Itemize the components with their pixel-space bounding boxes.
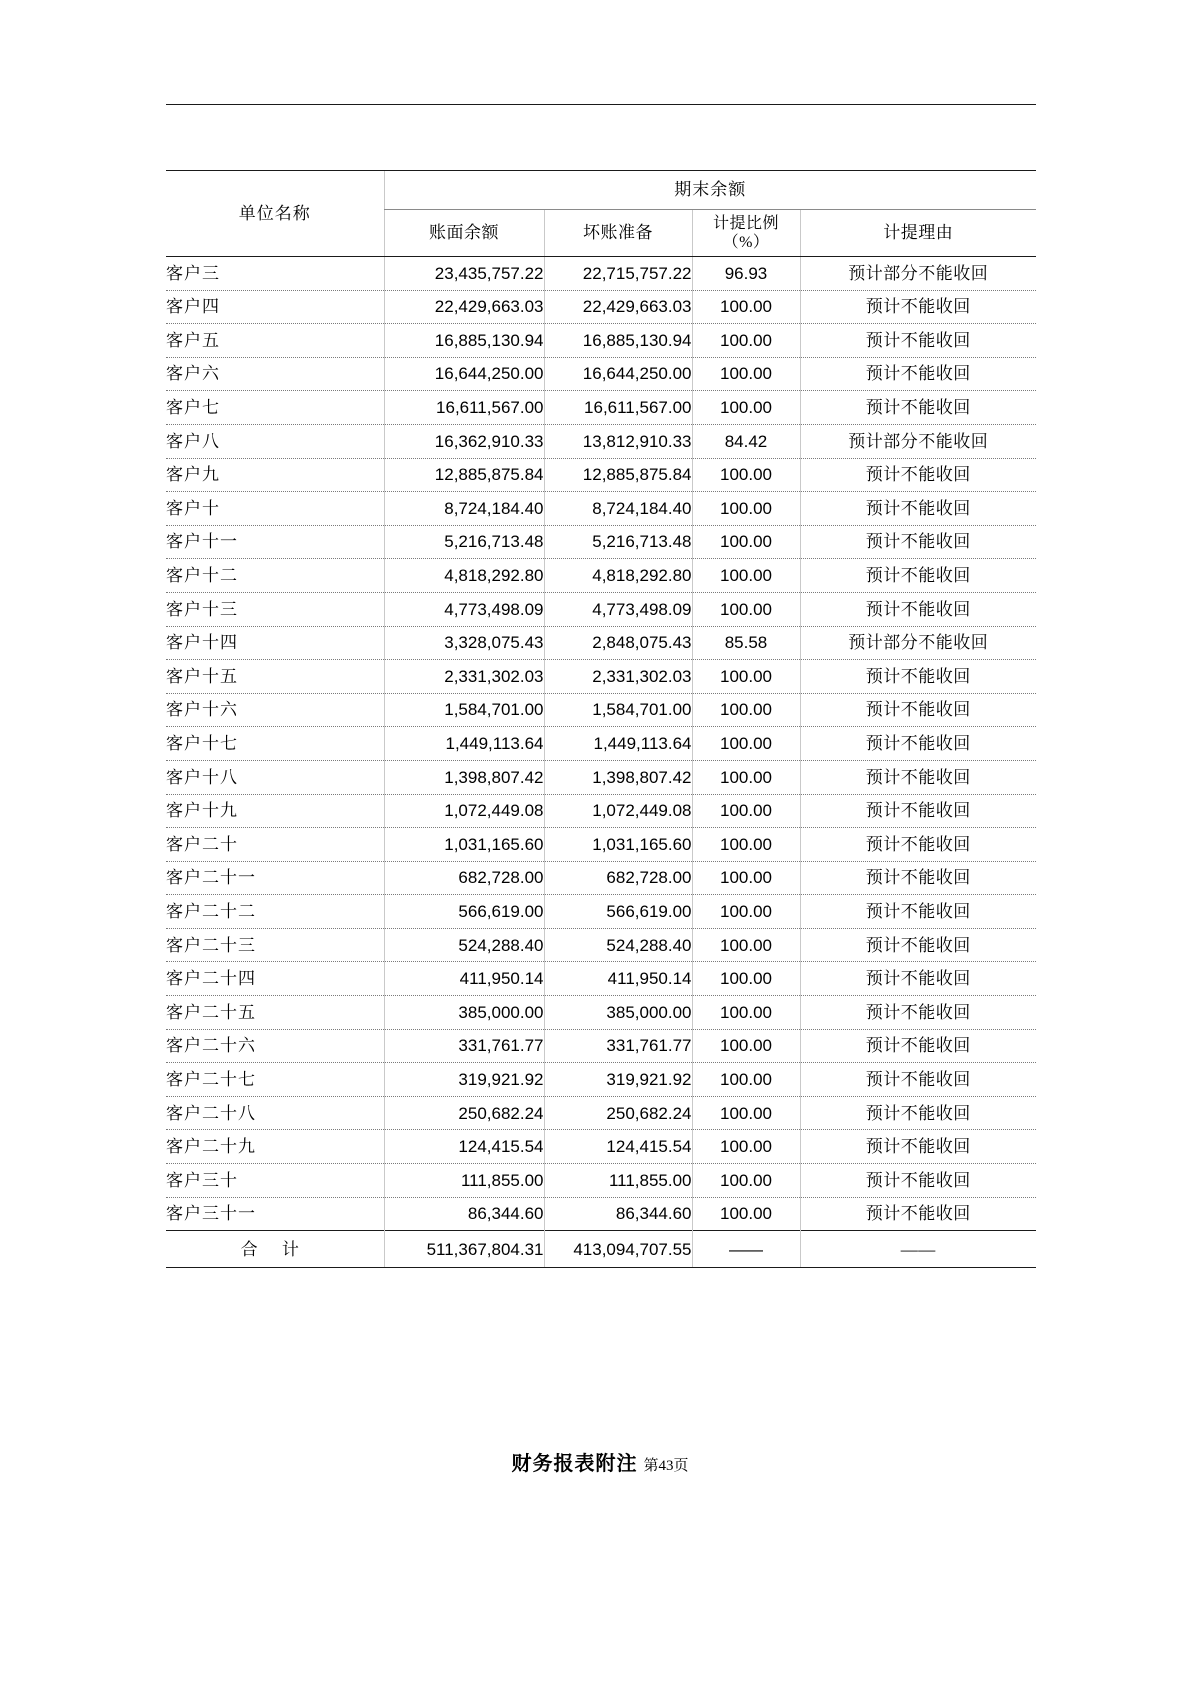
cell-provision-ratio: 100.00 (692, 492, 800, 526)
cell-total-provision-reason: —— (800, 1231, 1036, 1268)
cell-bad-debt-provision: 8,724,184.40 (544, 492, 692, 526)
cell-provision-reason: 预计不能收回 (800, 928, 1036, 962)
cell-book-balance: 111,855.00 (384, 1164, 544, 1198)
cell-bad-debt-provision: 16,611,567.00 (544, 391, 692, 425)
cell-provision-ratio: 85.58 (692, 626, 800, 660)
table-row (166, 928, 1036, 962)
cell-unit-name: 客户二十六 (166, 1029, 384, 1063)
cell-book-balance: 524,288.40 (384, 928, 544, 962)
cell-bad-debt-provision: 2,848,075.43 (544, 626, 692, 660)
cell-unit-name: 客户十 (166, 492, 384, 526)
cell-provision-ratio: 100.00 (692, 861, 800, 895)
cell-total-book-balance: 511,367,804.31 (384, 1231, 544, 1268)
cell-total-provision-ratio: —— (692, 1231, 800, 1268)
cell-unit-name: 客户十八 (166, 760, 384, 794)
cell-book-balance: 411,950.14 (384, 962, 544, 996)
cell-total-label: 合 计 (166, 1231, 384, 1268)
cell-bad-debt-provision: 111,855.00 (544, 1164, 692, 1198)
cell-provision-reason: 预计部分不能收回 (800, 626, 1036, 660)
table-row (166, 693, 1036, 727)
cell-provision-reason: 预计不能收回 (800, 492, 1036, 526)
cell-book-balance: 12,885,875.84 (384, 458, 544, 492)
table-row (166, 1029, 1036, 1063)
cell-provision-reason: 预计不能收回 (800, 996, 1036, 1030)
cell-book-balance: 3,328,075.43 (384, 626, 544, 660)
cell-bad-debt-provision: 16,885,130.94 (544, 324, 692, 358)
cell-book-balance: 1,031,165.60 (384, 828, 544, 862)
cell-provision-reason: 预计不能收回 (800, 1096, 1036, 1130)
cell-unit-name: 客户三十 (166, 1164, 384, 1198)
cell-provision-reason: 预计不能收回 (800, 895, 1036, 929)
cell-provision-reason: 预计不能收回 (800, 592, 1036, 626)
cell-provision-reason: 预计不能收回 (800, 962, 1036, 996)
page-footer (0, 1447, 1200, 1476)
cell-provision-ratio: 100.00 (692, 1063, 800, 1097)
header-rule (166, 104, 1036, 105)
cell-book-balance: 124,415.54 (384, 1130, 544, 1164)
cell-bad-debt-provision: 12,885,875.84 (544, 458, 692, 492)
cell-provision-ratio: 100.00 (692, 828, 800, 862)
footer-title: 财务报表附注 (511, 1453, 638, 1475)
cell-bad-debt-provision: 22,429,663.03 (544, 290, 692, 324)
table-body (166, 257, 1036, 1268)
table-row (166, 861, 1036, 895)
table-row (166, 727, 1036, 761)
cell-provision-reason: 预计不能收回 (800, 1130, 1036, 1164)
cell-provision-reason: 预计不能收回 (800, 559, 1036, 593)
cell-unit-name: 客户十一 (166, 525, 384, 559)
cell-provision-ratio: 100.00 (692, 324, 800, 358)
cell-provision-reason: 预计不能收回 (800, 525, 1036, 559)
col-header-unit-name: 单位名称 (166, 171, 384, 257)
cell-bad-debt-provision: 22,715,757.22 (544, 257, 692, 291)
cell-unit-name: 客户二十三 (166, 928, 384, 962)
cell-book-balance: 16,885,130.94 (384, 324, 544, 358)
col-header-provision-reason: 计提理由 (800, 210, 1036, 257)
cell-book-balance: 250,682.24 (384, 1096, 544, 1130)
cell-unit-name: 客户十五 (166, 660, 384, 694)
cell-unit-name: 客户二十七 (166, 1063, 384, 1097)
cell-book-balance: 8,724,184.40 (384, 492, 544, 526)
table-row (166, 1096, 1036, 1130)
table-head-row-1 (166, 171, 1036, 210)
cell-provision-reason: 预计不能收回 (800, 660, 1036, 694)
cell-book-balance: 22,429,663.03 (384, 290, 544, 324)
table-row (166, 1130, 1036, 1164)
table-row (166, 257, 1036, 291)
table-row (166, 895, 1036, 929)
table-row (166, 794, 1036, 828)
cell-provision-reason: 预计部分不能收回 (800, 424, 1036, 458)
cell-unit-name: 客户五 (166, 324, 384, 358)
cell-unit-name: 客户十四 (166, 626, 384, 660)
cell-book-balance: 16,611,567.00 (384, 391, 544, 425)
cell-provision-ratio: 100.00 (692, 357, 800, 391)
cell-book-balance: 2,331,302.03 (384, 660, 544, 694)
cell-provision-reason: 预计不能收回 (800, 828, 1036, 862)
cell-unit-name: 客户三 (166, 257, 384, 291)
cell-provision-reason: 预计不能收回 (800, 794, 1036, 828)
table-row (166, 828, 1036, 862)
cell-unit-name: 客户二十一 (166, 861, 384, 895)
cell-provision-ratio: 100.00 (692, 1130, 800, 1164)
cell-bad-debt-provision: 124,415.54 (544, 1130, 692, 1164)
cell-provision-ratio: 100.00 (692, 1029, 800, 1063)
table-row (166, 996, 1036, 1030)
table-row (166, 458, 1036, 492)
cell-book-balance: 385,000.00 (384, 996, 544, 1030)
cell-provision-ratio: 100.00 (692, 1164, 800, 1198)
col-header-provision-ratio (692, 210, 800, 257)
cell-unit-name: 客户十六 (166, 693, 384, 727)
cell-provision-reason: 预计不能收回 (800, 693, 1036, 727)
cell-provision-ratio: 100.00 (692, 1096, 800, 1130)
cell-bad-debt-provision: 524,288.40 (544, 928, 692, 962)
cell-bad-debt-provision: 682,728.00 (544, 861, 692, 895)
table-row (166, 760, 1036, 794)
cell-bad-debt-provision: 250,682.24 (544, 1096, 692, 1130)
cell-provision-ratio: 100.00 (692, 895, 800, 929)
cell-bad-debt-provision: 86,344.60 (544, 1197, 692, 1231)
cell-bad-debt-provision: 566,619.00 (544, 895, 692, 929)
cell-unit-name: 客户十九 (166, 794, 384, 828)
cell-provision-ratio: 100.00 (692, 290, 800, 324)
cell-unit-name: 客户二十八 (166, 1096, 384, 1130)
cell-unit-name: 客户七 (166, 391, 384, 425)
table-row (166, 1164, 1036, 1198)
cell-book-balance: 319,921.92 (384, 1063, 544, 1097)
cell-provision-reason: 预计部分不能收回 (800, 257, 1036, 291)
cell-bad-debt-provision: 319,921.92 (544, 1063, 692, 1097)
col-header-period-group: 期末余额 (384, 171, 1036, 210)
col-header-book-balance: 账面余额 (384, 210, 544, 257)
cell-unit-name: 客户十三 (166, 592, 384, 626)
cell-provision-ratio: 100.00 (692, 660, 800, 694)
cell-provision-ratio: 100.00 (692, 559, 800, 593)
receivables-table (166, 170, 1036, 1268)
table-row (166, 525, 1036, 559)
cell-provision-ratio: 100.00 (692, 962, 800, 996)
col-header-provision-ratio-line2: （%） (722, 234, 770, 251)
cell-book-balance: 682,728.00 (384, 861, 544, 895)
cell-unit-name: 客户十二 (166, 559, 384, 593)
cell-unit-name: 客户二十九 (166, 1130, 384, 1164)
cell-provision-ratio: 100.00 (692, 1197, 800, 1231)
table-row (166, 660, 1036, 694)
cell-book-balance: 23,435,757.22 (384, 257, 544, 291)
col-header-provision-ratio-line1: 计提比例 (712, 214, 779, 232)
table-row (166, 1063, 1036, 1097)
cell-book-balance: 331,761.77 (384, 1029, 544, 1063)
table-row (166, 357, 1036, 391)
cell-bad-debt-provision: 4,818,292.80 (544, 559, 692, 593)
footer-page-number: 第43页 (643, 1458, 689, 1474)
cell-bad-debt-provision: 16,644,250.00 (544, 357, 692, 391)
cell-total-bad-debt-provision: 413,094,707.55 (544, 1231, 692, 1268)
cell-provision-reason: 预计不能收回 (800, 727, 1036, 761)
cell-book-balance: 1,072,449.08 (384, 794, 544, 828)
cell-bad-debt-provision: 385,000.00 (544, 996, 692, 1030)
table-row (166, 424, 1036, 458)
cell-provision-reason: 预计不能收回 (800, 324, 1036, 358)
cell-provision-reason: 预计不能收回 (800, 861, 1036, 895)
cell-provision-ratio: 100.00 (692, 760, 800, 794)
cell-book-balance: 5,216,713.48 (384, 525, 544, 559)
cell-provision-ratio: 100.00 (692, 794, 800, 828)
table-total-row (166, 1231, 1036, 1268)
cell-provision-ratio: 100.00 (692, 996, 800, 1030)
table-row (166, 324, 1036, 358)
cell-provision-ratio: 100.00 (692, 727, 800, 761)
table-row (166, 391, 1036, 425)
table-row (166, 1197, 1036, 1231)
cell-provision-reason: 预计不能收回 (800, 1197, 1036, 1231)
cell-unit-name: 客户二十二 (166, 895, 384, 929)
cell-bad-debt-provision: 1,584,701.00 (544, 693, 692, 727)
cell-book-balance: 4,773,498.09 (384, 592, 544, 626)
cell-bad-debt-provision: 1,449,113.64 (544, 727, 692, 761)
cell-provision-ratio: 96.93 (692, 257, 800, 291)
cell-book-balance: 86,344.60 (384, 1197, 544, 1231)
cell-provision-reason: 预计不能收回 (800, 290, 1036, 324)
cell-unit-name: 客户四 (166, 290, 384, 324)
table-row (166, 592, 1036, 626)
cell-provision-reason: 预计不能收回 (800, 1063, 1036, 1097)
table-head (166, 171, 1036, 257)
cell-bad-debt-provision: 1,072,449.08 (544, 794, 692, 828)
cell-provision-ratio: 100.00 (692, 928, 800, 962)
cell-bad-debt-provision: 1,398,807.42 (544, 760, 692, 794)
cell-provision-ratio: 100.00 (692, 693, 800, 727)
cell-unit-name: 客户八 (166, 424, 384, 458)
cell-unit-name: 客户十七 (166, 727, 384, 761)
cell-provision-ratio: 100.00 (692, 592, 800, 626)
cell-provision-ratio: 100.00 (692, 458, 800, 492)
cell-book-balance: 4,818,292.80 (384, 559, 544, 593)
cell-book-balance: 1,584,701.00 (384, 693, 544, 727)
cell-unit-name: 客户二十五 (166, 996, 384, 1030)
cell-bad-debt-provision: 1,031,165.60 (544, 828, 692, 862)
table-row (166, 559, 1036, 593)
table-row (166, 626, 1036, 660)
cell-provision-reason: 预计不能收回 (800, 391, 1036, 425)
cell-provision-ratio: 100.00 (692, 391, 800, 425)
cell-unit-name: 客户六 (166, 357, 384, 391)
cell-book-balance: 1,398,807.42 (384, 760, 544, 794)
receivables-table-container (166, 170, 1036, 1268)
cell-unit-name: 客户二十 (166, 828, 384, 862)
cell-book-balance: 16,644,250.00 (384, 357, 544, 391)
cell-bad-debt-provision: 5,216,713.48 (544, 525, 692, 559)
cell-provision-reason: 预计不能收回 (800, 357, 1036, 391)
cell-book-balance: 566,619.00 (384, 895, 544, 929)
table-row (166, 492, 1036, 526)
cell-provision-reason: 预计不能收回 (800, 1164, 1036, 1198)
cell-provision-ratio: 84.42 (692, 424, 800, 458)
cell-bad-debt-provision: 13,812,910.33 (544, 424, 692, 458)
cell-unit-name: 客户九 (166, 458, 384, 492)
cell-bad-debt-provision: 411,950.14 (544, 962, 692, 996)
table-row (166, 962, 1036, 996)
cell-provision-ratio: 100.00 (692, 525, 800, 559)
cell-bad-debt-provision: 4,773,498.09 (544, 592, 692, 626)
cell-unit-name: 客户二十四 (166, 962, 384, 996)
cell-bad-debt-provision: 331,761.77 (544, 1029, 692, 1063)
cell-provision-reason: 预计不能收回 (800, 1029, 1036, 1063)
cell-provision-reason: 预计不能收回 (800, 760, 1036, 794)
cell-provision-reason: 预计不能收回 (800, 458, 1036, 492)
cell-book-balance: 16,362,910.33 (384, 424, 544, 458)
table-row (166, 290, 1036, 324)
cell-book-balance: 1,449,113.64 (384, 727, 544, 761)
cell-bad-debt-provision: 2,331,302.03 (544, 660, 692, 694)
cell-unit-name: 客户三十一 (166, 1197, 384, 1231)
col-header-bad-debt-provision: 坏账准备 (544, 210, 692, 257)
